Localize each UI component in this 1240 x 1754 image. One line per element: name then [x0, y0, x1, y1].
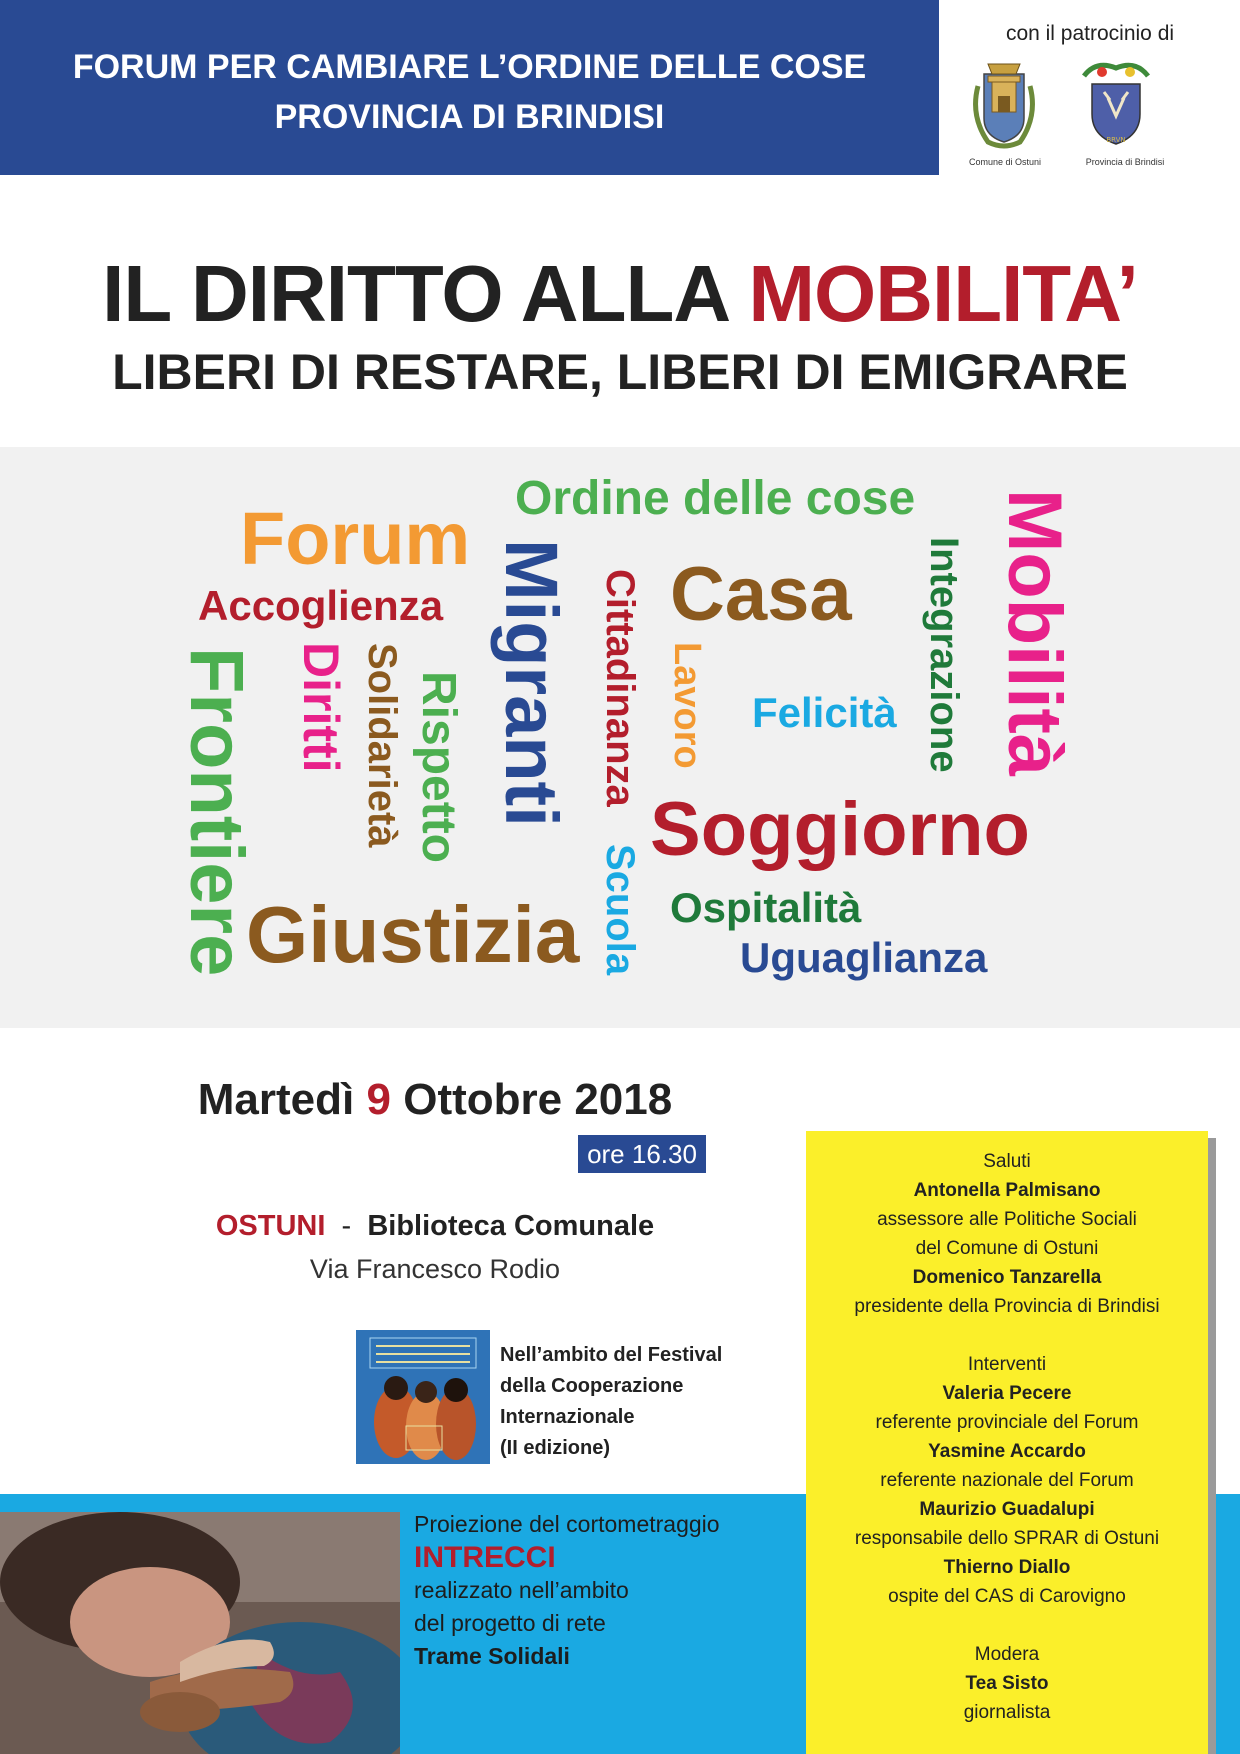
event-city: OSTUNI [215, 1210, 326, 1242]
word-soggiorno: Soggiorno [650, 787, 1030, 872]
speaker-role: responsabile dello SPRAR di Ostuni [854, 1528, 1160, 1549]
spacer [806, 1321, 1208, 1350]
greeter-name: Domenico Tanzarella [912, 1267, 1102, 1288]
word-scuola: Scuola [598, 844, 642, 976]
word-uguaglianza: Uguaglianza [740, 934, 988, 981]
festival-line: Internazionale [500, 1406, 635, 1428]
speaker-name: Valeria Pecere [942, 1383, 1072, 1404]
festival-description [500, 1340, 730, 1464]
greeter-role: presidente della Provincia di Brindisi [854, 1296, 1160, 1317]
moderator-role: giornalista [963, 1702, 1051, 1723]
event-venue [0, 1210, 870, 1243]
word-migranti: Migranti [490, 539, 573, 827]
speaker-name: Maurizio Guadalupi [919, 1499, 1095, 1520]
greeter-role: assessore alle Politiche Sociali [877, 1209, 1137, 1230]
word-accoglienza: Accoglienza [198, 582, 444, 629]
word-diritti: Diritti [293, 642, 349, 773]
word-rispetto: Rispetto [412, 671, 465, 863]
venue-separator: - [341, 1210, 352, 1242]
svg-text:BRVN: BRVN [1106, 136, 1126, 144]
event-venue-name: Biblioteca Comunale [367, 1210, 655, 1242]
greeter-name: Antonella Palmisano [913, 1180, 1101, 1201]
header-subtitle: PROVINCIA DI BRINDISI [274, 98, 665, 136]
word-integrazione: Integrazione [922, 537, 966, 773]
speaker-name: Yasmine Accardo [928, 1441, 1086, 1462]
word-cloud [0, 447, 1240, 1028]
word-mobilita: Mobilità [992, 489, 1077, 777]
festival-poster-image [356, 1330, 490, 1464]
word-frontiere: Frontiere [174, 647, 259, 977]
festival-line: Nell’ambito del Festival [500, 1344, 723, 1366]
program-panel [806, 1131, 1208, 1754]
project-name: Trame Solidali [414, 1643, 570, 1669]
header-band [0, 0, 939, 175]
event-time-badge: ore 16.30 [578, 1135, 706, 1173]
festival-line: della Cooperazione [500, 1375, 684, 1397]
moderator-name: Tea Sisto [965, 1673, 1049, 1694]
event-weekday: Martedì [197, 1075, 355, 1124]
event-address: Via Francesco Rodio [309, 1254, 561, 1284]
spacer [806, 1611, 1208, 1640]
ostuni-crest-icon [964, 56, 1044, 157]
word-solidarieta: Solidarietà [360, 643, 404, 848]
word-lavoro: Lavoro [666, 642, 708, 769]
header-title: FORUM PER CAMBIARE L’ORDINE DELLE COSE [72, 48, 867, 86]
screening-line: realizzato nell’ambito [414, 1577, 629, 1603]
screening-line: del progetto di rete [414, 1610, 606, 1636]
brindisi-crest-caption: Provincia di Brindisi [1085, 157, 1165, 167]
word-ordine: Ordine delle cose [515, 472, 916, 525]
brindisi-crest-icon [1076, 56, 1156, 157]
word-giustizia: Giustizia [246, 890, 580, 979]
speaker-role: referente nazionale del Forum [880, 1470, 1134, 1491]
screening-line: Proiezione del cortometraggio [414, 1511, 720, 1537]
event-day: 9 [366, 1075, 391, 1124]
event-month-year: Ottobre 2018 [403, 1075, 673, 1124]
film-title: INTRECCI [414, 1541, 556, 1574]
word-felicita: Felicità [752, 689, 897, 736]
film-still-image [0, 1512, 400, 1754]
speaker-role: referente provinciale del Forum [875, 1412, 1139, 1433]
title-accent: MOBILITA’ [748, 249, 1138, 338]
page-subtitle: LIBERI DI RESTARE, LIBERI DI EMIGRARE [112, 344, 1128, 400]
patronage-label: con il patrocinio di [1005, 22, 1175, 45]
speaker-name: Thierno Diallo [943, 1557, 1071, 1578]
screening-info [414, 1508, 794, 1673]
word-cittadinanza: Cittadinanza [598, 569, 642, 807]
event-date [0, 1075, 870, 1125]
ostuni-crest-caption: Comune di Ostuni [968, 157, 1042, 167]
page-title [0, 248, 1240, 340]
word-casa: Casa [670, 552, 852, 637]
festival-line: (II edizione) [500, 1437, 610, 1459]
talks-label: Interventi [967, 1354, 1047, 1375]
greetings-label: Saluti [983, 1151, 1031, 1172]
word-ospitalita: Ospitalità [670, 884, 862, 931]
greeter-role: del Comune di Ostuni [915, 1238, 1099, 1259]
title-part: IL DIRITTO ALLA [102, 249, 749, 338]
moderator-label: Modera [974, 1644, 1040, 1665]
word-forum: Forum [240, 497, 471, 580]
speaker-role: ospite del CAS di Carovigno [888, 1586, 1126, 1607]
